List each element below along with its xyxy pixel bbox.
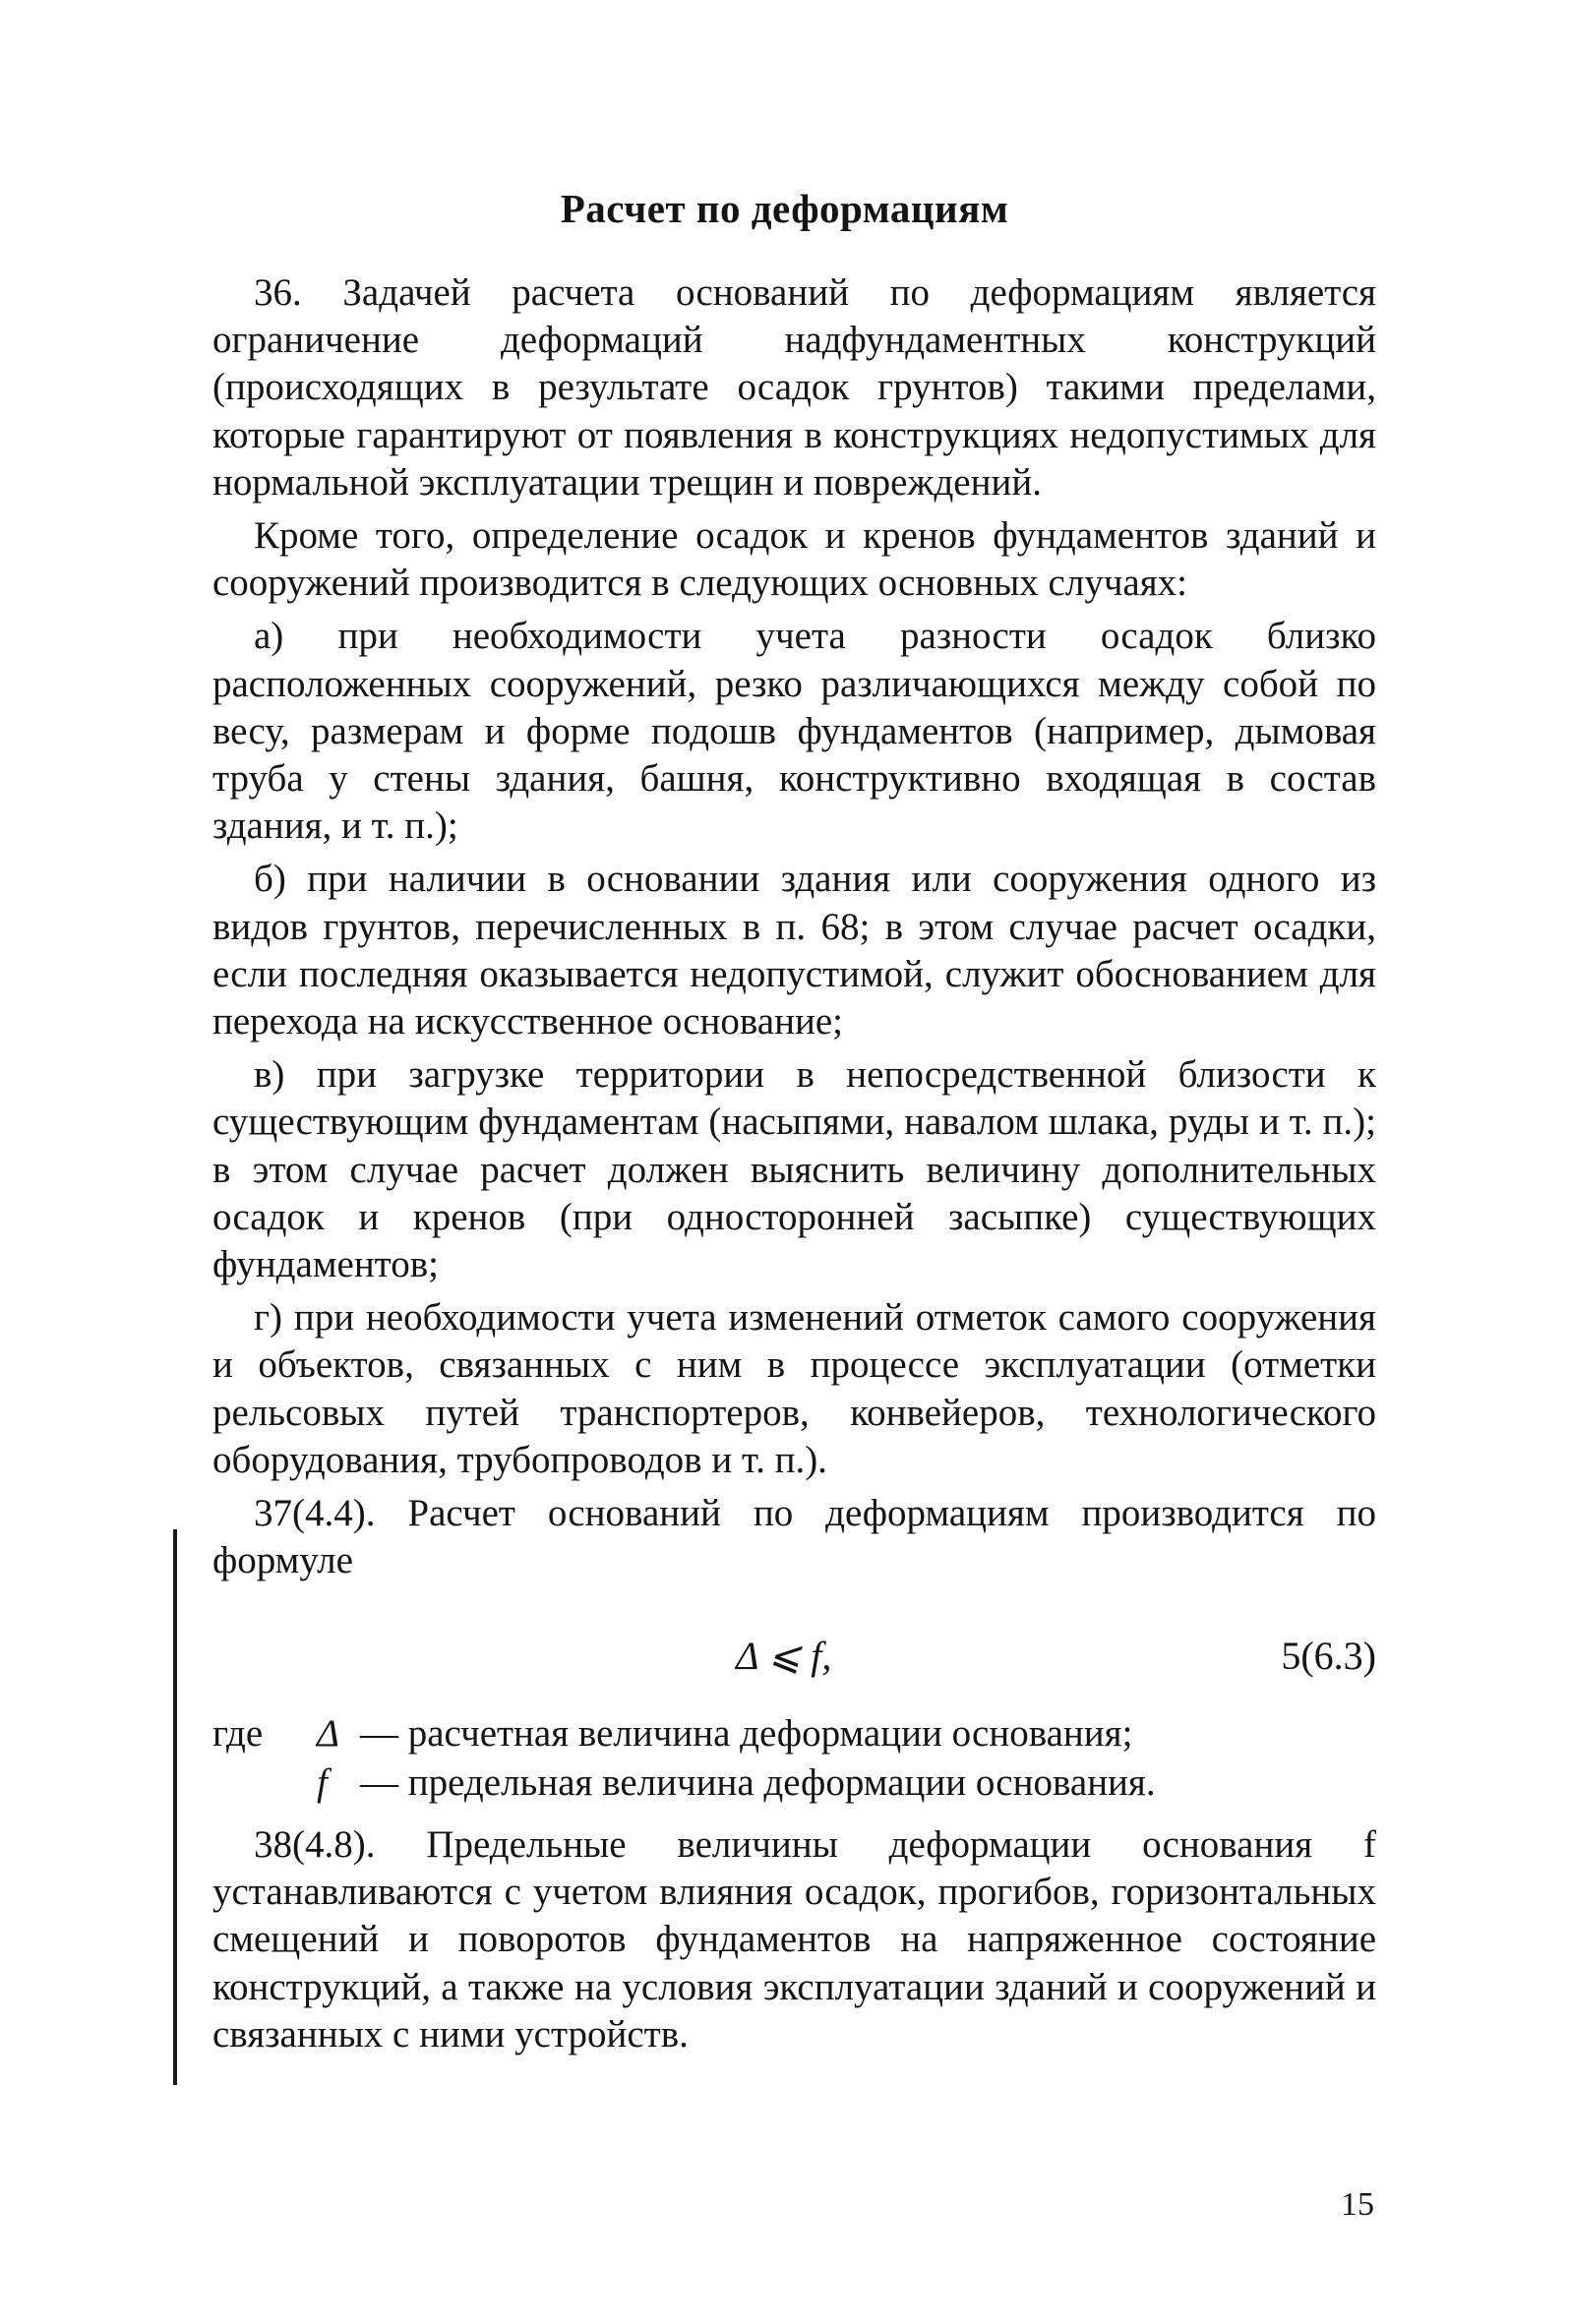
legend-row-delta bbox=[212, 1709, 1376, 1758]
list-item-a: а) при необходимости учета разности осадок близко расположенных сооружений, резко различающихся между собой по весу, размерам и форме подошв фундаментов (например, дымовая труба у стены здания, башня, конструктивно входящая в состав здания, и т. п.); bbox=[212, 615, 1376, 848]
legend-symbol-f: f bbox=[317, 1761, 328, 1804]
paragraph-36: 36. Задачей расчета оснований по деформациям является ограничение деформаций надфундаментных конструкций (происходящих в результате осадок грунтов) такими пределами, которые гарантируют от появления в конструкциях недопустимых для нормальной эксплуатации трещин и повреждений. bbox=[212, 271, 1376, 504]
page-number: 15 bbox=[1341, 2186, 1374, 2223]
paragraph-38: 38(4.8). Предельные величины деформации основания f устанавливаются с учетом влияния осадок, прогибов, горизонтальных смещений и поворотов фундаментов на напряженное состояние конструкций, а также на условия эксплуатации зданий и сооружений и связанных с ними устройств. bbox=[212, 1823, 1376, 2056]
revision-margin-bar bbox=[173, 1529, 177, 2085]
legend-text-f: — предельная величина деформации основания. bbox=[360, 1761, 1156, 1804]
legend-where-word: где bbox=[212, 1712, 264, 1755]
paragraph-kroме-togo: Кроме того, определение осадок и кренов фундаментов зданий и сооружений производится в следующих основных случаях: bbox=[212, 514, 1376, 605]
legend-text-delta: — расчетная величина деформации основания; bbox=[360, 1712, 1133, 1755]
formula-number: 5(6.3) bbox=[1281, 1634, 1376, 1678]
section-heading: Расчет по деформациям bbox=[560, 186, 1009, 231]
list-item-b: б) при наличии в основании здания или сооружения одного из видов грунтов, перечисленных в п. 68; в этом случае расчет осадки, если последняя оказывается недопустимой, служит обоснованием для перехода на искусственное основание; bbox=[212, 858, 1376, 1043]
formula-expression: Δ ⩽ f, bbox=[736, 1634, 832, 1678]
body-text-upper bbox=[212, 269, 1376, 1584]
list-item-g: г) при необходимости учета изменений отметок самого сооружения и объектов, связанных с ним в процессе эксплуатации (отметки рельсовых путей транспортеров, конвейеров, технологического оборудования, трубопроводов и т. п.). bbox=[212, 1296, 1376, 1481]
body-text-lower bbox=[212, 1821, 1376, 2058]
formula-legend bbox=[212, 1709, 1376, 1808]
list-item-v: в) при загрузке территории в непосредственной близости к существующим фундаментам (насыпями, навалом шлака, руды и т. п.); в этом случае расчет должен выяснить величину дополнительных осадок и кренов (при односторонней засыпке) существующих фундаментов; bbox=[212, 1053, 1376, 1286]
legend-symbol-delta: Δ bbox=[317, 1712, 339, 1755]
legend-row-f bbox=[212, 1758, 1376, 1808]
paragraph-37: 37(4.4). Расчет оснований по деформациям производится по формуле bbox=[212, 1492, 1376, 1582]
